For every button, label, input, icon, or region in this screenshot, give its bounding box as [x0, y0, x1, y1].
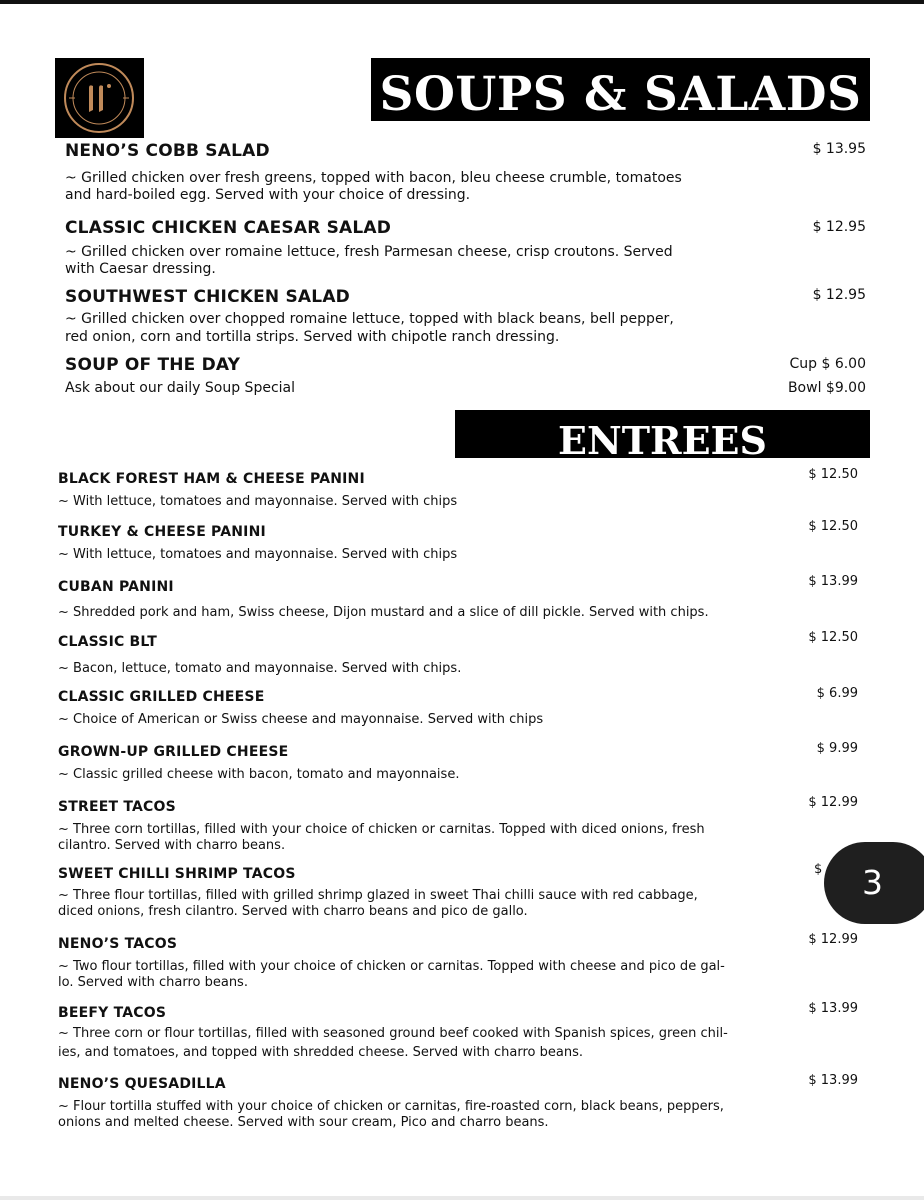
menu-item-price: $ 13.99: [808, 1001, 858, 1016]
menu-item-description: ~ Choice of American or Swiss cheese and mayonnaise. Served with chips: [58, 712, 544, 727]
menu-item-name: NENO’S COBB SALAD: [65, 141, 270, 161]
menu-item-description: diced onions, fresh cilantro. Served with charro beans and pico de gallo.: [58, 904, 528, 919]
menu-item-price: $ 12.99: [808, 795, 858, 810]
menu-item-name: GROWN-UP GRILLED CHEESE: [58, 744, 289, 760]
menu-item-description: onions and melted cheese. Served with sour cream, Pico and charro beans.: [58, 1115, 549, 1130]
bottom-border: [0, 1196, 924, 1200]
menu-item-price: $ 6.99: [816, 686, 858, 701]
menu-item-name: SOUP OF THE DAY: [65, 355, 241, 375]
menu-item-description: ~ Three corn tortillas, filled with your choice of chicken or carnitas. Topped with diced onions, fresh: [58, 822, 705, 837]
menu-item-price: $ 12.95: [812, 287, 866, 303]
page-number: 3: [862, 863, 883, 902]
menu-item-price: $ 12.50: [808, 630, 858, 645]
restaurant-logo: [55, 58, 144, 138]
menu-item-price: $ 12.50: [808, 519, 858, 534]
menu-item-description: ~ With lettuce, tomatoes and mayonnaise. Served with chips: [58, 547, 458, 562]
entrees-header: ENTREES: [455, 410, 870, 458]
menu-item-price: $ 13.99: [808, 1073, 858, 1088]
menu-item-description: ~ Grilled chicken over chopped romaine lettuce, topped with black beans, bell pepper,: [65, 311, 674, 327]
menu-item-name: SOUTHWEST CHICKEN SALAD: [65, 287, 350, 307]
menu-item-description: ~ Classic grilled cheese with bacon, tomato and mayonnaise.: [58, 767, 460, 782]
menu-item-description: red onion, corn and tortilla strips. Served with chipotle ranch dressing.: [65, 329, 560, 345]
menu-item-description: ~ Grilled chicken over romaine lettuce, fresh Parmesan cheese, crisp croutons. Served: [65, 244, 673, 260]
soups-salads-header: SOUPS & SALADS: [371, 58, 870, 121]
menu-item-description: ~ With lettuce, tomatoes and mayonnaise. Served with chips: [58, 494, 458, 509]
menu-item-name: CLASSIC CHICKEN CAESAR SALAD: [65, 218, 392, 238]
menu-item-description: lo. Served with charro beans.: [58, 975, 248, 990]
menu-item-description: ~ Two flour tortillas, filled with your choice of chicken or carnitas. Topped with cheese and pico de gal-: [58, 959, 725, 974]
menu-item-name: BLACK FOREST HAM & CHEESE PANINI: [58, 471, 365, 487]
menu-item-description: ~ Three flour tortillas, filled with grilled shrimp glazed in sweet Thai chilli sauce with red cabbage,: [58, 888, 698, 903]
menu-item-price: $: [814, 862, 823, 877]
menu-item-name: SWEET CHILLI SHRIMP TACOS: [58, 866, 296, 882]
menu-item-price: $ 13.99: [808, 574, 858, 589]
menu-item-description: cilantro. Served with charro beans.: [58, 838, 286, 853]
menu-item-description: ~ Grilled chicken over fresh greens, topped with bacon, bleu cheese crumble, tomatoes: [65, 170, 682, 186]
menu-item-price: $ 12.95: [812, 219, 866, 235]
menu-item-description: ~ Three corn or flour tortillas, filled with seasoned ground beef cooked with Spanish spices, green chil-: [58, 1026, 728, 1041]
menu-item-description: with Caesar dressing.: [65, 261, 216, 277]
logo-emblem-icon: [55, 58, 144, 138]
menu-item-price: Cup $ 6.00: [789, 356, 866, 372]
menu-item-description: ies, and tomatoes, and topped with shredded cheese. Served with charro beans.: [58, 1045, 583, 1060]
menu-item-name: CUBAN PANINI: [58, 579, 174, 595]
menu-item-name: CLASSIC GRILLED CHEESE: [58, 689, 265, 705]
menu-item-name: BEEFY TACOS: [58, 1005, 167, 1021]
menu-item-description: Ask about our daily Soup Special: [65, 380, 296, 396]
menu-item-name: NENO’S TACOS: [58, 936, 178, 952]
menu-item-description: ~ Bacon, lettuce, tomato and mayonnaise. Served with chips.: [58, 661, 462, 676]
menu-item-description: and hard-boiled egg. Served with your choice of dressing.: [65, 187, 471, 203]
menu-item-price-bowl: Bowl $9.00: [787, 380, 866, 396]
menu-item-name: NENO’S QUESADILLA: [58, 1076, 226, 1092]
menu-item-price: $ 12.99: [808, 932, 858, 947]
page-number-badge: [824, 842, 924, 924]
menu-item-name: STREET TACOS: [58, 799, 176, 815]
menu-item-price: $ 9.99: [816, 741, 858, 756]
menu-item-description: ~ Shredded pork and ham, Swiss cheese, Dijon mustard and a slice of dill pickle. Served with chips.: [58, 605, 709, 620]
menu-item-price: $ 13.95: [812, 141, 866, 157]
menu-item-description: ~ Flour tortilla stuffed with your choice of chicken or carnitas, fire-roasted corn, black beans, peppers,: [58, 1099, 724, 1114]
top-border: [0, 0, 924, 4]
menu-item-name: CLASSIC BLT: [58, 634, 157, 650]
menu-item-name: TURKEY & CHEESE PANINI: [58, 524, 266, 540]
menu-item-price: $ 12.50: [808, 467, 858, 482]
